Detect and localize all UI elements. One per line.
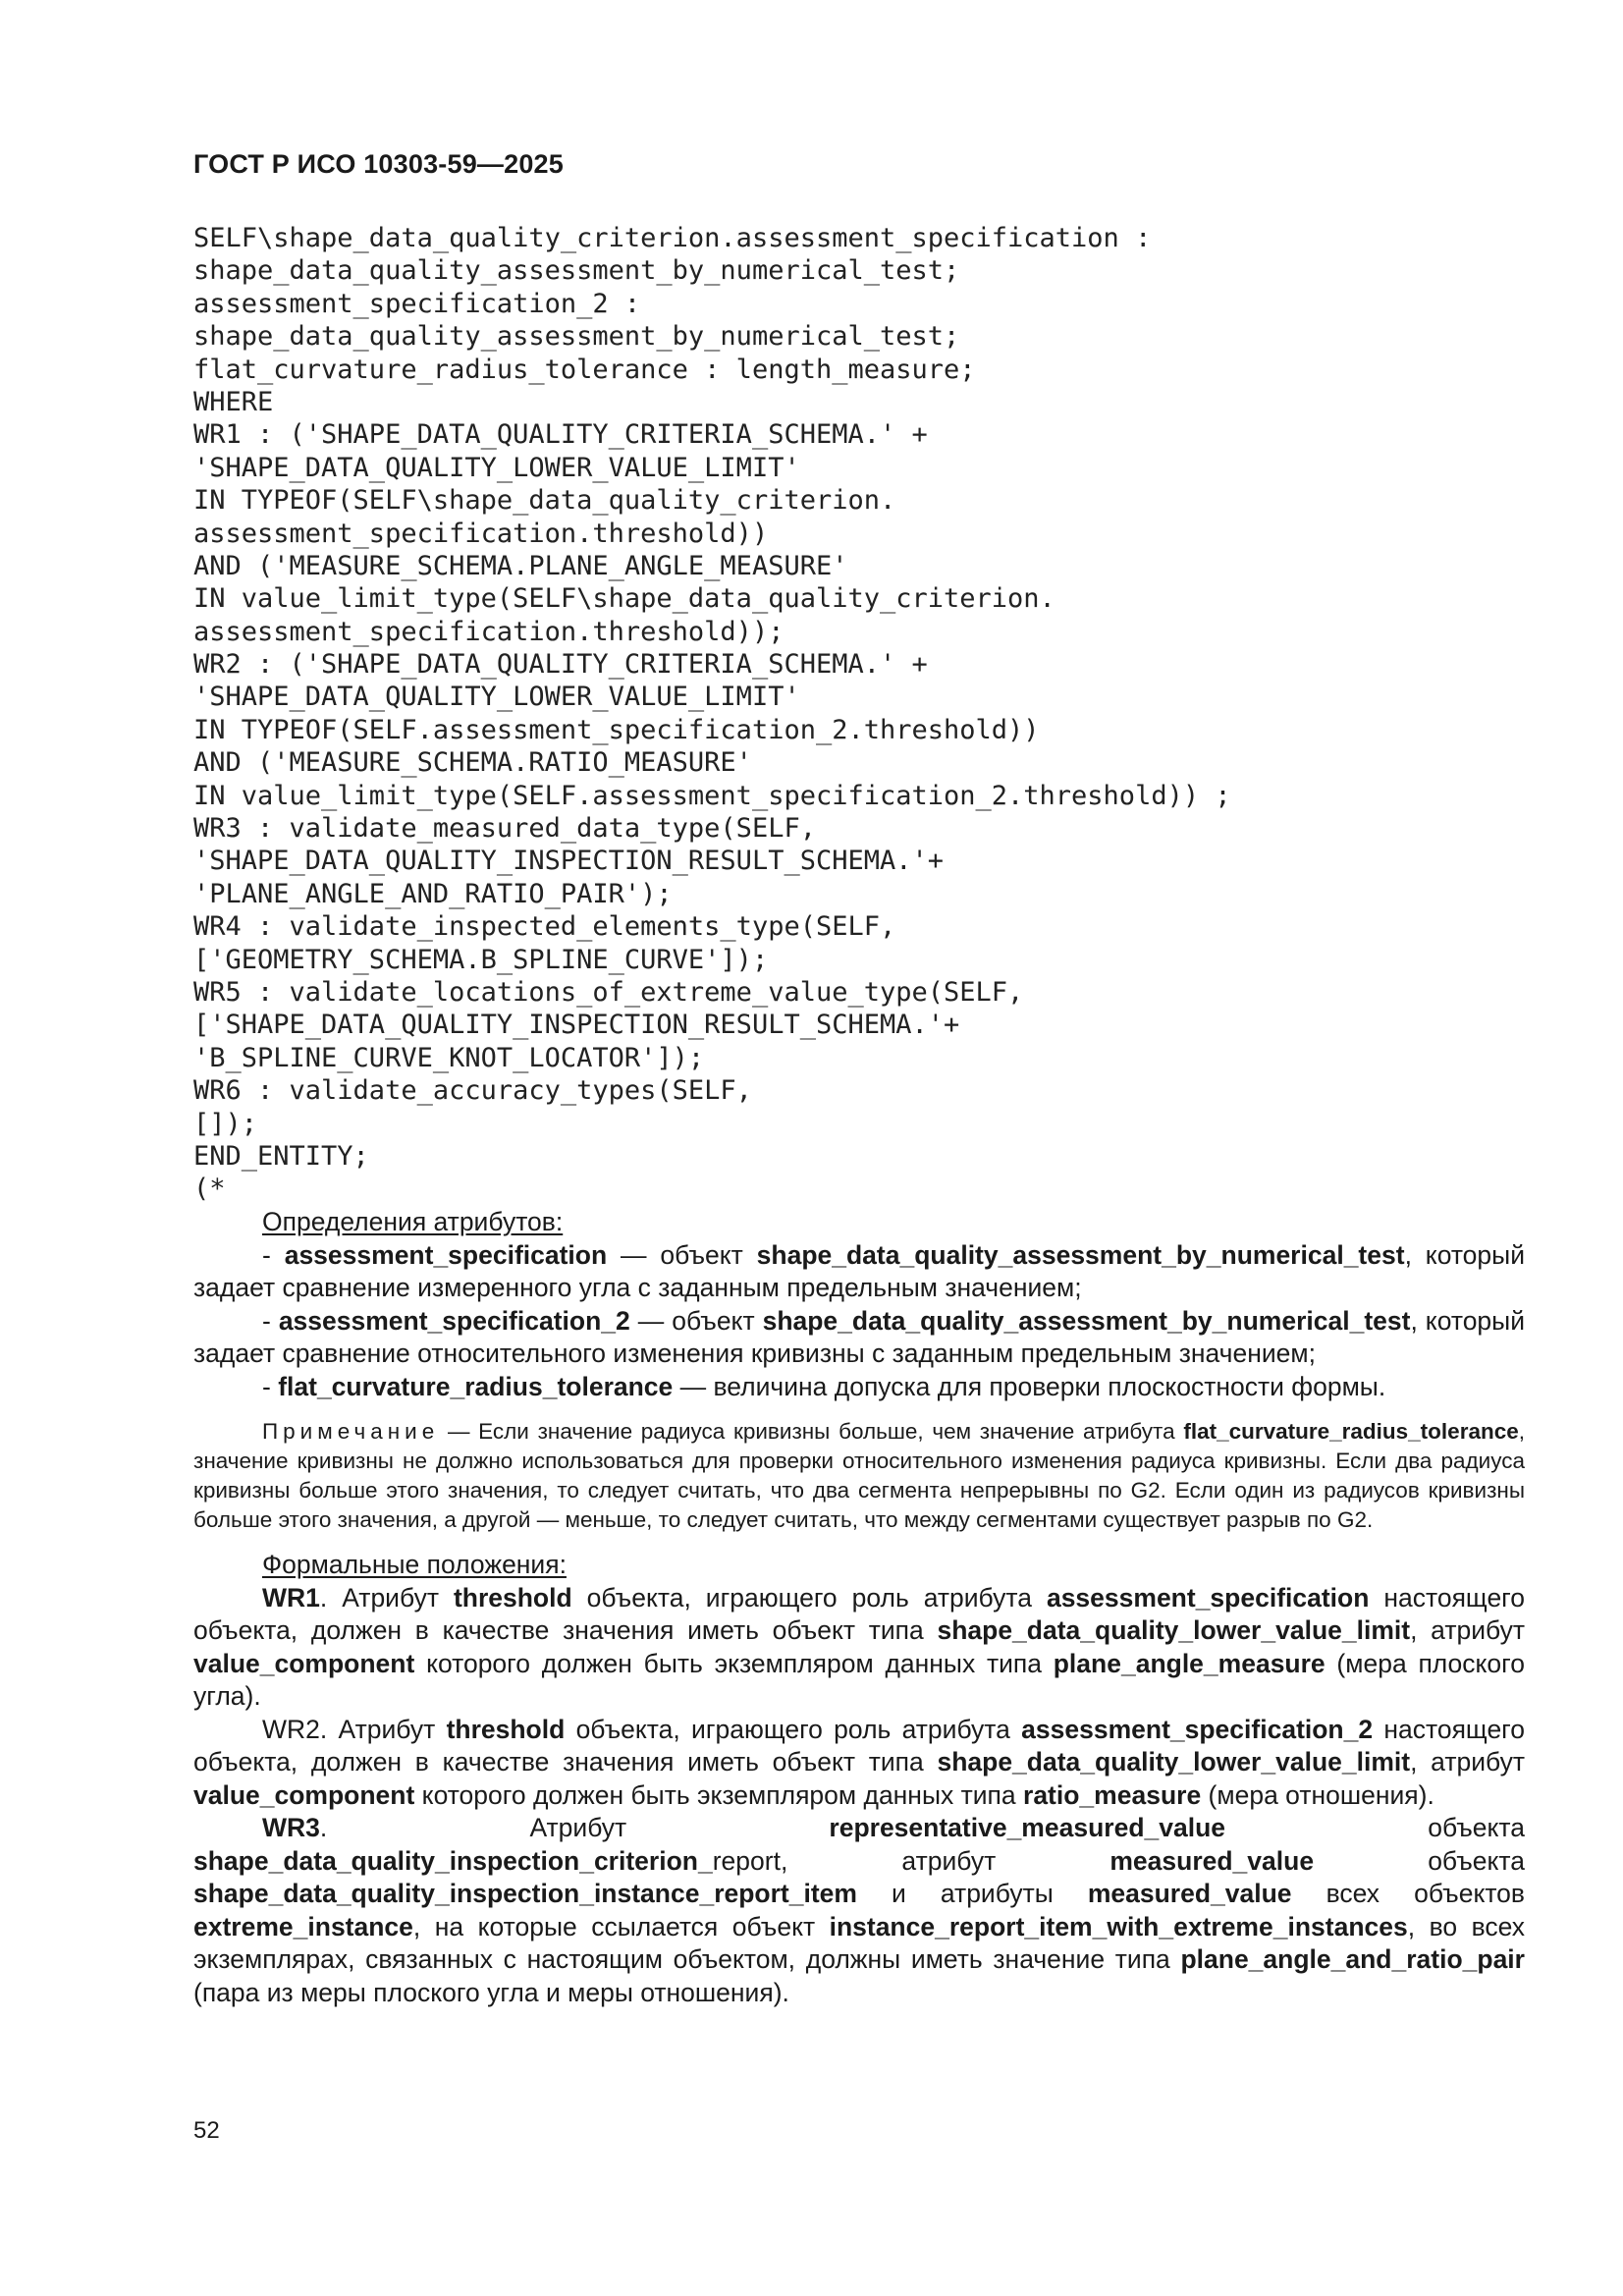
attribute-name: assessment_specification xyxy=(284,1239,608,1270)
standard-header: ГОСТ Р ИСО 10303-59—2025 xyxy=(193,149,564,179)
rule-label: WR1 xyxy=(262,1582,320,1613)
express-code-block xyxy=(193,222,1431,1206)
rule-wr1: WR1. Атрибут threshold объекта, играющего роль атрибута assessment_specification настоящего объекта, должен в качестве значения иметь объект типа shape_data_quality_lower_value_limit, атрибут value_component которого должен быть экземпляром данных типа plane_angle_measure (мера плоского угла). xyxy=(193,1582,1525,1711)
code-line: END_ENTITY; xyxy=(193,1140,369,1172)
attribute-name: flat_curvature_radius_tolerance xyxy=(278,1371,674,1401)
code-line: IN TYPEOF(SELF\shape_data_quality_criterion. xyxy=(193,485,896,517)
attribute-definition: - assessment_specification_2 — объект shape_data_quality_assessment_by_numerical_test, который задает сравнение относительного изменения кривизны с заданным предельным значением; xyxy=(193,1305,1526,1368)
code-line: SELF\shape_data_quality_criterion.assessment_specification : xyxy=(193,223,1152,253)
code-line: assessment_specification.threshold)) xyxy=(193,518,769,549)
code-line: AND ('MEASURE_SCHEMA.PLANE_ANGLE_MEASURE' xyxy=(193,550,848,581)
rule-label: WR2 xyxy=(262,1714,320,1744)
formal-propositions-heading: Формальные положения: xyxy=(262,1550,567,1579)
code-line: []); xyxy=(193,1108,258,1139)
code-line: WR2 : ('SHAPE_DATA_QUALITY_CRITERIA_SCHEMA.' + xyxy=(193,649,928,681)
code-line: WR1 : ('SHAPE_DATA_QUALITY_CRITERIA_SCHEMA.' + xyxy=(193,419,928,451)
attributes-heading: Определения атрибутов: xyxy=(262,1207,564,1236)
code-line: shape_data_quality_assessment_by_numerical_test; xyxy=(193,255,960,287)
code-line: AND ('MEASURE_SCHEMA.RATIO_MEASURE' xyxy=(193,747,752,779)
code-line: WHERE xyxy=(193,386,274,417)
note-label: Примечание xyxy=(262,1419,440,1444)
rule-wr2: WR2. Атрибут threshold объекта, играющего роль атрибута assessment_specification_2 настоящего объекта, должен в качестве значения иметь объект типа shape_data_quality_lower_value_limit, атрибут value_component которого должен быть экземпляром данных типа ratio_measure (мера отношения). xyxy=(193,1714,1525,1810)
code-line: IN value_limit_type(SELF.assessment_specification_2.threshold)) ; xyxy=(193,780,1231,811)
code-line: flat_curvature_radius_tolerance : length_measure; xyxy=(193,354,976,385)
page-number: 52 xyxy=(193,2117,220,2144)
attribute-definition: - flat_curvature_radius_tolerance — величина допуска для проверки плоскостности формы. xyxy=(262,1371,1386,1401)
document-body xyxy=(193,1206,1525,2009)
code-line: IN TYPEOF(SELF.assessment_specification_2.threshold)) xyxy=(193,714,1040,745)
code-line: WR6 : validate_accuracy_types(SELF, xyxy=(193,1075,752,1107)
code-line: shape_data_quality_assessment_by_numerical_test; xyxy=(193,321,960,353)
code-line: WR5 : validate_locations_of_extreme_value_type(SELF, xyxy=(193,976,1024,1008)
code-line: 'B_SPLINE_CURVE_KNOT_LOCATOR']); xyxy=(193,1042,705,1073)
code-line: 'PLANE_ANGLE_AND_RATIO_PAIR'); xyxy=(193,878,673,909)
code-line: 'SHAPE_DATA_QUALITY_INSPECTION_RESULT_SCHEMA.'+ xyxy=(193,846,945,877)
code-line: IN value_limit_type(SELF\shape_data_quality_criterion. xyxy=(193,583,1055,615)
code-line: ['GEOMETRY_SCHEMA.B_SPLINE_CURVE']); xyxy=(193,944,769,975)
code-line: WR4 : validate_inspected_elements_type(SELF, xyxy=(193,911,896,943)
rule-wr3: WR3. Атрибут representative_measured_value объекта shape_data_quality_inspection_criterion_report, атрибут measured_value объекта shape_data_quality_inspection_instance_report_item и атрибуты measured_value всех объектов extreme_instance, на которые ссылается объект instance_report_item_with_extreme_instances, во всех экземплярах, связанных с настоящим объектом, должны иметь значение типа plane_angle_and_ratio_pair (пара из меры плоского угла и меры отношения). xyxy=(193,1813,1526,2007)
code-line: assessment_specification_2 : xyxy=(193,288,641,319)
code-line: ['SHAPE_DATA_QUALITY_INSPECTION_RESULT_SCHEMA.'+ xyxy=(193,1010,960,1041)
code-line: 'SHAPE_DATA_QUALITY_LOWER_VALUE_LIMIT' xyxy=(193,682,800,713)
code-line: 'SHAPE_DATA_QUALITY_LOWER_VALUE_LIMIT' xyxy=(193,452,800,483)
attribute-type: shape_data_quality_assessment_by_numerical_test xyxy=(762,1305,1411,1336)
attribute-definition: - assessment_specification — объект shape_data_quality_assessment_by_numerical_test, который задает сравнение измеренного угла с заданным предельным значением; xyxy=(193,1239,1526,1302)
code-line: assessment_specification.threshold)); xyxy=(193,616,784,647)
attribute-name: assessment_specification_2 xyxy=(278,1305,630,1336)
code-line: (* xyxy=(193,1174,226,1205)
rule-label: WR3 xyxy=(262,1813,320,1842)
attribute-type: shape_data_quality_assessment_by_numerical_test xyxy=(756,1239,1405,1270)
code-line: WR3 : validate_measured_data_type(SELF, xyxy=(193,813,816,845)
note-paragraph: Примечание — Если значение радиуса кривизны больше, чем значение атрибута flat_curvature_radius_tolerance, значение кривизны не должно использоваться для проверки относительного изменения радиуса кривизны. Если два радиуса кривизны больше этого значения, то следует считать, что два сегмента непрерывны по G2. Если один из радиусов кривизны больше этого значения, а другой — меньше, то следует считать, что между сегментами существует разрыв по G2. xyxy=(193,1419,1525,1532)
